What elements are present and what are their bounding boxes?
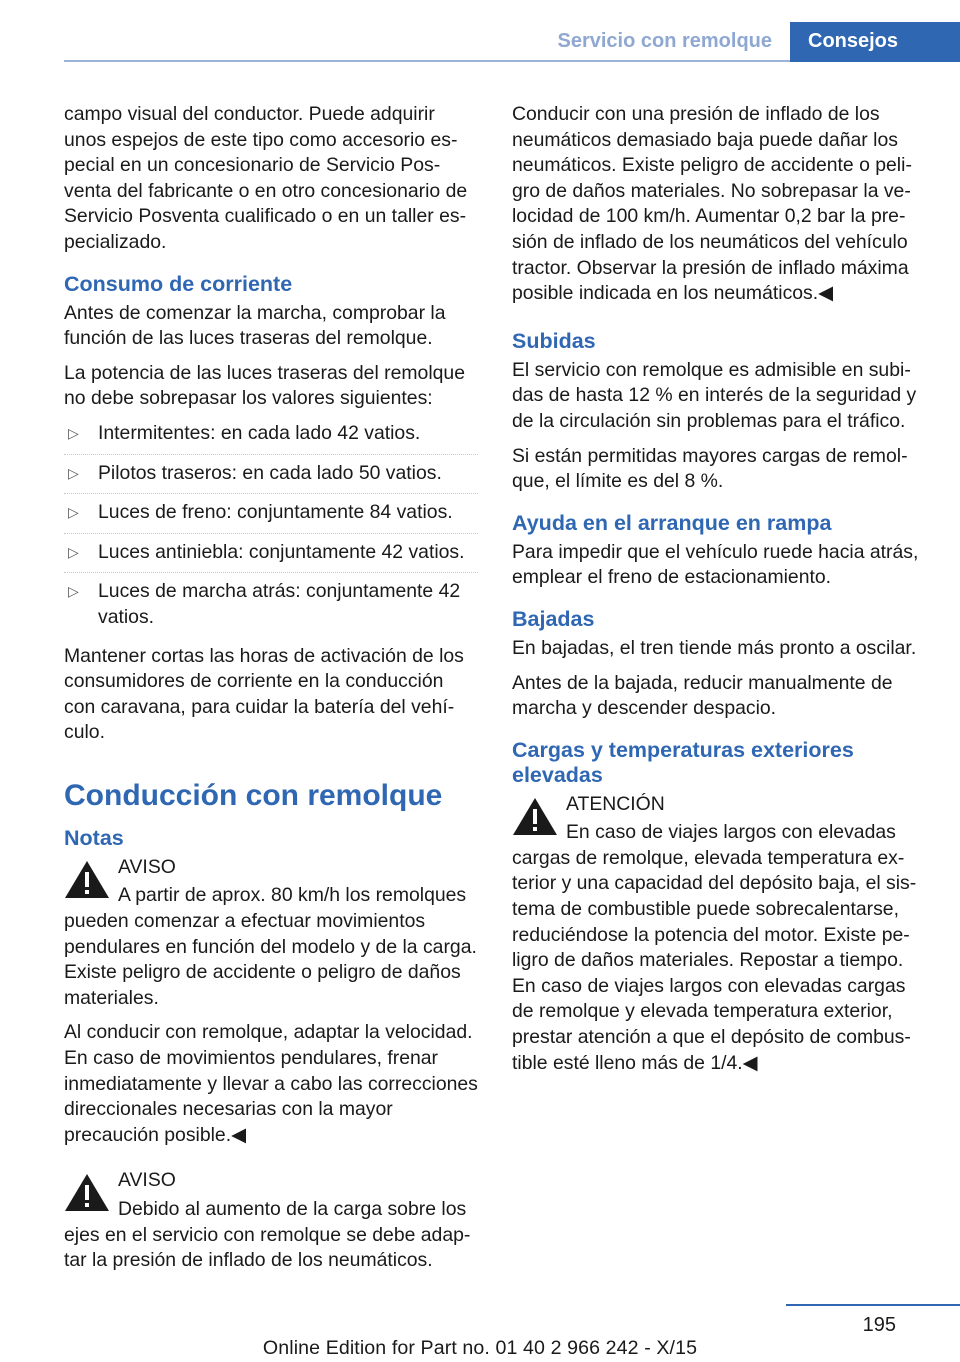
list-item: ▷ Luces de freno: conjuntamente 84 vatios. [64,500,478,534]
intro-paragraph: campo visual del conductor. Puede adquirir unos espejos de este tipo como accesorio especial en un concesionario de Servicio Posventa del fabricante o en otro concesionario de Servicio Posventa cualificado o en un taller especializado. [64,103,468,253]
consumo-paragraph-1: Antes de comenzar la marcha, comprobar la función de las luces traseras del remolque. [64,301,446,350]
heading-cargas: Cargas y temperaturas exteriores elevadas [512,737,854,787]
warning-block-2 [64,1168,478,1273]
warning-icon [64,859,110,899]
warning-text-continued: Al conducir con remolque, adaptar la velocidad. En caso de movimientos pendulares, frenar inmediatamente y llevar a cabo las correcciones direccionales necesarias con la mayor precaución posible.◀ [64,1021,478,1146]
footer-rule [786,1304,960,1306]
page-header [539,22,960,62]
edition-line: Online Edition for Part no. 01 40 2 966 242 - X/15 [262,1337,698,1359]
warning-icon [64,1172,110,1212]
consumo-paragraph-2: La potencia de las luces traseras del remolque no debe sobrepasar los valores siguientes: [64,361,465,410]
presion-paragraph: Conducir con una presión de inflado de los neumáticos demasiado baja puede dañar los neumáticos. Existe peligro de accidente o peligro de daños materiales. No sobrepasar la velocidad de 100 km/h. Aumentar 0,2 bar la presión de inflado de los neumáticos del vehículo tractor. Observar la presión de inflado máxima posible indicada en los neumáticos.◀ [512,103,912,305]
warning-icon [512,796,558,836]
consumo-paragraph-3: Mantener cortas las horas de activación de los consumidores de corriente en la conducción con caravana, para cuidar la batería del vehículo. [64,644,464,744]
caution-text: En caso de viajes largos con elevadas cargas de remolque, elevada temperatura exterior y una capacidad del depósito baja, el sistema de combustible puede sobrecalentarse, reduciéndose la potencia del motor. Existe peligro de daños materiales. Repostar a tiempo. En caso de viajes largos con elevadas cargas de remolque y elevada temperatura exterior, prestar atención a que el depósito de combustible esté lleno más de 1/4.◀ [512,821,917,1074]
caution-block [512,792,926,1077]
bullet-arrow-icon: ▷ [68,543,79,560]
subidas-paragraph-2: Si están permitidas mayores cargas de remolque, el límite es del 8 %. [512,444,908,493]
warning-text: Debido al aumento de la carga sobre los ejes en el servicio con remolque se debe adaptar la presión de inflado de los neumáticos. [64,1198,471,1272]
bullet-arrow-icon: ▷ [68,504,79,521]
warning-title: AVISO [118,1169,176,1192]
heading-bajadas: Bajadas [512,606,595,631]
ayuda-paragraph: Para impedir que el vehículo ruede hacia atrás, emplear el freno de estacionamiento. [512,540,919,589]
right-column [512,102,926,1085]
warning-title: AVISO [118,855,176,878]
caution-title: ATENCIÓN [566,792,665,815]
bajadas-paragraph-1: En bajadas, el tren tiende más pronto a oscilar. [512,636,917,659]
bullet-arrow-icon: ▷ [68,583,79,600]
heading-notas: Notas [64,825,124,850]
bajadas-paragraph-2: Antes de la bajada, reducir manualmente de marcha y descender despacio. [512,671,893,720]
warning-text: A partir de aprox. 80 km/h los remolques pueden comenzar a efectuar movimientos pendulares en función del modelo y de la carga. Existe peligro de accidente o peligro de daños materiales. [64,884,477,1009]
bullet-arrow-icon: ▷ [68,464,79,481]
heading-ayuda: Ayuda en el arranque en rampa [512,510,832,535]
heading-subidas: Subidas [512,328,596,353]
chapter-tab: Consejos [790,22,960,62]
list-item: ▷ Luces antiniebla: conjuntamente 42 vatios. [64,540,478,574]
list-item: ▷ Luces de marcha atrás: conjuntamente 42 vatios. [68,580,461,628]
warning-block-1 [64,855,478,1149]
wattage-list [64,421,478,638]
list-item: ▷ Pilotos traseros: en cada lado 50 vatios. [64,461,478,495]
heading-consumo: Consumo de corriente [64,271,293,296]
section-title: Servicio con remolque [557,30,772,52]
subidas-paragraph-1: El servicio con remolque es admisible en subidas de hasta 12 % en interés de la seguridad y de la circulación sin problemas para el tráfico. [512,358,917,432]
heading-conduccion: Conducción con remolque [64,778,443,812]
list-item: ▷ Intermitentes: en cada lado 42 vatios. [64,421,478,455]
bullet-arrow-icon: ▷ [68,424,79,441]
left-column [64,102,478,1283]
page-number: 195 [862,1314,896,1336]
